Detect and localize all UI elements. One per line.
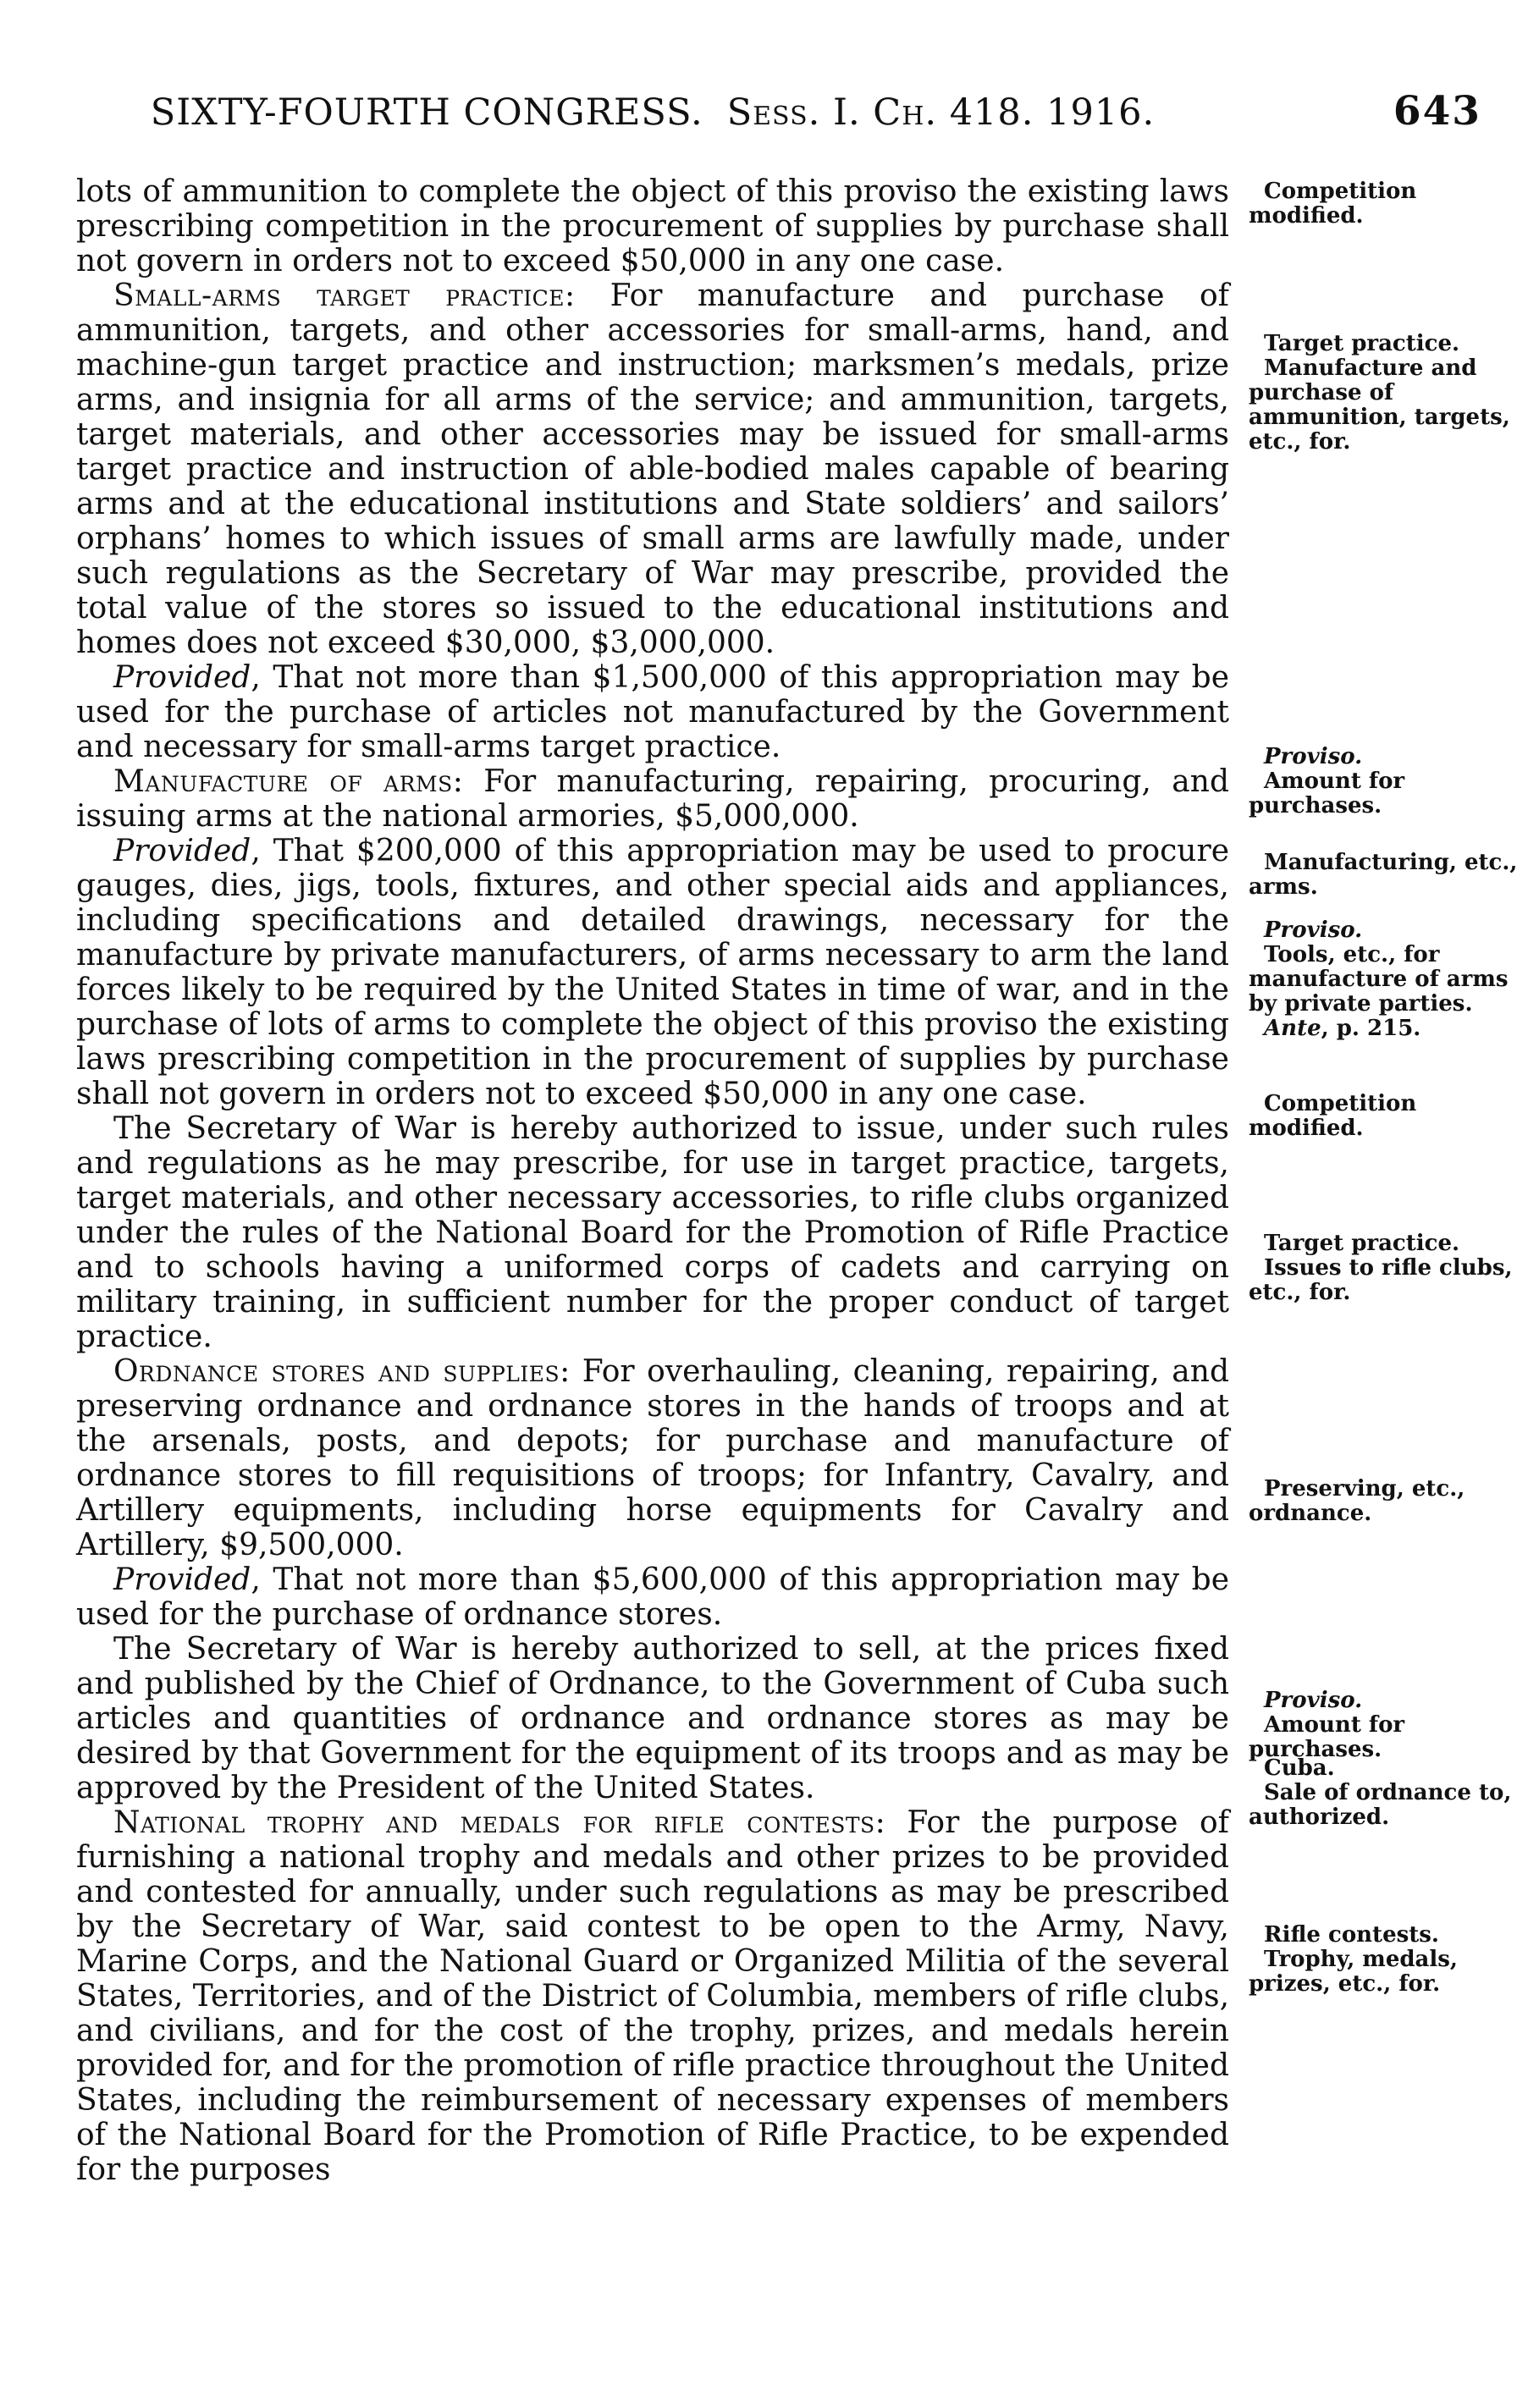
paragraph-text: The Secretary of War is hereby authorized to sell, at the prices fixed and published by the Chief of Ordnance, to the Government of Cuba such articles and quantities of ordnance and ordnance stores as may be desired by that Government for the equipment of its troops and as may be approved by the President of the United States. [76,1632,1229,1805]
congress-title: SIXTY-FOURTH CONGRESS. [150,91,703,134]
note-line: Rifle contests. [1264,1922,1439,1948]
paragraph-text: lots of ammunition to complete the object of this proviso the existing laws prescribing competition in the procurement of supplies by purchase shall not govern in orders not to exceed $50,000 in any one case. [76,174,1229,278]
note-line: Target practice. [1264,331,1460,356]
paragraph-text: , That not more than $5,600,000 of this appropriation may be used for the purchase of ordnance stores. [76,1562,1229,1632]
statute-paragraph-proviso-1 [76,660,1229,764]
statute-paragraph-national-trophy [76,1805,1229,2187]
paragraph-text: : For manufacture and purchase of ammunition, targets, and other accessories for small-arms, hand, and machine-gun target practice and instruction; marksmen’s medals, prize arms, and insignia for all arms of the service; and ammunition, targets, target materials, and other accessories may be issued for small-arms target practice and instruction of able-bodied males capable of bearing arms and at the educational institutions and State soldiers’ and sailors’ orphans’ homes to which issues of small arms are lawfully made, under such regulations as the Secretary of War may prescribe, provided the total value of the stores so issued to the educational institutions and homes does not exceed $30,000, $3,000,000. [76,278,1230,660]
note-line: Competition modified. [1249,1091,1417,1141]
margin-note-target-practice-2 [1249,1232,1528,1305]
paragraph-text: : For manufacturing, repairing, procuring, and issuing arms at the national armories, $5,000,000. [76,764,1229,834]
statute-paragraph-small-arms-target-practice [76,278,1229,660]
note-line: Manufacturing, etc., arms. [1249,850,1518,900]
note-line: Trophy, medals, prizes, etc., for. [1249,1947,1458,1997]
statute-paragraph-ordnance-stores [76,1354,1229,1562]
margin-note-manufacturing-arms [1249,851,1528,900]
note-line: Target practice. [1264,1231,1460,1256]
note-line-proviso: Proviso. [1264,917,1363,943]
page-number: 643 [1393,88,1481,135]
note-line: Cuba. [1264,1755,1335,1781]
proviso-lead: Provided [113,660,251,695]
proviso-lead: Provided [113,1562,251,1597]
margin-note-proviso-tools [1249,918,1528,1041]
margin-note-preserving-ordnance [1249,1477,1528,1526]
statute-body [76,174,1229,2187]
margin-note-proviso-amount-2 [1249,1689,1528,1762]
ante-label: Ante [1264,1016,1321,1041]
section-heading: National trophy and medals for rifle contests [113,1805,875,1840]
note-line: Preserving, etc., ordnance. [1249,1476,1465,1526]
section-heading: Manufacture of arms [113,764,453,799]
note-line: Manufacture and purchase of ammunition, targets, etc., for. [1249,355,1510,455]
running-head [76,91,1229,134]
section-heading: Ordnance stores and supplies [113,1354,560,1389]
note-line-proviso: Proviso. [1264,1688,1363,1713]
note-line-ante-reference [1249,1017,1528,1041]
statute-paragraph-proviso-3 [76,1562,1229,1632]
note-line: Sale of ordnance to, authorized. [1249,1780,1512,1830]
margin-note-competition-modified-2 [1249,1092,1528,1141]
statute-paragraph-proviso-2 [76,834,1229,1111]
margin-note-rifle-contests [1249,1923,1528,1997]
proviso-lead: Provided [113,834,251,868]
note-line: Tools, etc., for manufacture of arms by private parties. [1249,942,1509,1017]
statute-paragraph-continuation [76,174,1229,278]
margin-note-cuba-sale [1249,1756,1528,1830]
margin-note-competition-modified-1 [1249,179,1528,229]
note-line: Amount for purchases. [1249,769,1405,818]
note-line: Amount for purchases. [1249,1712,1405,1762]
margin-note-proviso-amount-1 [1249,745,1528,818]
statute-paragraph-manufacture-of-arms [76,764,1229,834]
statute-paragraph-sale-to-cuba [76,1632,1229,1805]
margin-note-target-practice-1 [1249,332,1528,455]
statute-paragraph-issue-authorization [76,1111,1229,1354]
ante-page: , p. 215. [1321,1016,1421,1041]
note-line: Competition modified. [1249,179,1417,229]
note-line: Issues to rifle clubs, etc., for. [1249,1255,1513,1305]
session-chapter-year: Sess. I. Ch. 418. 1916. [726,91,1156,134]
section-heading: Small-arms target practice [113,278,565,313]
note-line-proviso: Proviso. [1264,744,1363,769]
paragraph-text: , That $200,000 of this appropriation may be used to procure gauges, dies, jigs, tools, fixtures, and other special aids and appliances, including specifications and detailed drawings, necessary for the manufacture by private manufacturers, of arms necessary to arm the land forces likely to be required by the United States in time of war, and in the purchase of lots of arms to complete the object of this proviso the existing laws prescribing competition in the procurement of supplies by purchase shall not govern in orders not to exceed $50,000 in any one case. [76,834,1229,1111]
paragraph-text: , That not more than $1,500,000 of this appropriation may be used for the purchase of articles not manufactured by the Government and necessary for small-arms target practice. [76,660,1229,764]
paragraph-text: The Secretary of War is hereby authorized to issue, under such rules and regulations as he may prescribe, for use in target practice, targets, target materials, and other necessary accessories, to rifle clubs organized under the rules of the National Board for the Promotion of Rifle Practice and to schools having a uniformed corps of cadets and carrying on military training, in sufficient number for the proper conduct of target practice. [76,1111,1229,1354]
paragraph-text: : For overhauling, cleaning, repairing, and preserving ordnance and ordnance stores in the hands of troops and at the arsenals, posts, and depots; for purchase and manufacture of ordnance stores to fill requisitions of troops; for Infantry, Cavalry, and Artillery equipments, including horse equipments for Cavalry and Artillery, $9,500,000. [76,1354,1229,1562]
paragraph-text: : For the purpose of furnishing a national trophy and medals and other prizes to be provided and contested for annually, under such regulations as may be prescribed by the Secretary of War, said contest to be open to the Army, Navy, Marine Corps, and the National Guard or Organized Militia of the several States, Territories, and of the District of Columbia, members of rifle clubs, and civilians, and for the cost of the trophy, prizes, and medals herein provided for, and for the promotion of rifle practice throughout the United States, including the reimbursement of necessary expenses of members of the National Board for the Promotion of Rifle Practice, to be expended for the purposes [76,1805,1230,2187]
